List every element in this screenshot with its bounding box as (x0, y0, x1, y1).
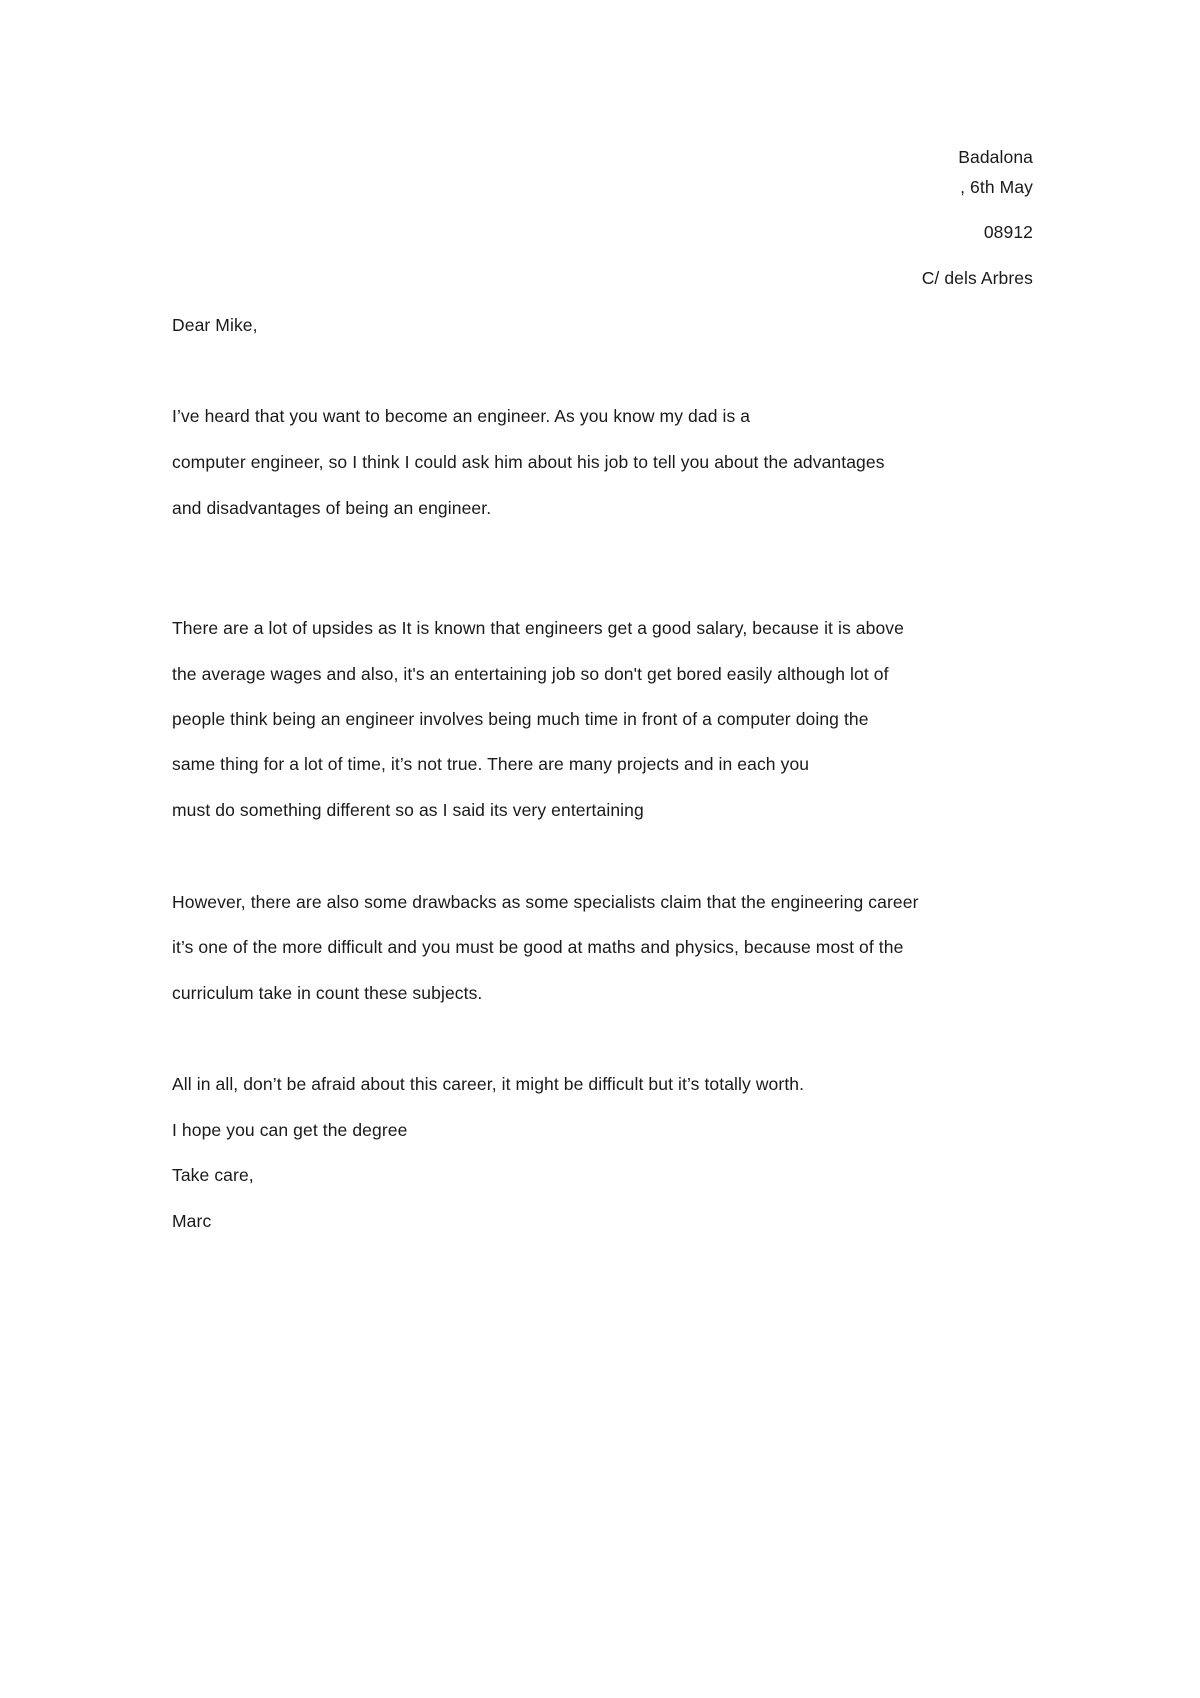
address-city: Badalona (958, 147, 1033, 167)
paragraph-line: There are a lot of upsides as It is known that engineers get a good salary, because it is above (172, 618, 904, 638)
paragraph-line: computer engineer, so I think I could ask him about his job to tell you about the advantages (172, 452, 885, 472)
address-street: C/ dels Arbres (921, 268, 1033, 288)
closing-line: All in all, don’t be afraid about this career, it might be difficult but it’s totally worth. (172, 1074, 805, 1094)
paragraph-line: it’s one of the more difficult and you must be good at maths and physics, because most of the (172, 937, 904, 957)
closing-line: I hope you can get the degree (172, 1120, 408, 1140)
greeting: Dear Mike, (172, 315, 258, 335)
paragraph-line: the average wages and also, it's an entertaining job so don't get bored easily although lot of (172, 664, 889, 684)
address-date: , 6th May (960, 177, 1033, 197)
paragraph-line: must do something different so as I said its very entertaining (172, 800, 644, 820)
paragraph-line: same thing for a lot of time, it’s not true. There are many projects and in each you (172, 754, 810, 774)
paragraph-line: people think being an engineer involves being much time in front of a computer doing the (172, 709, 869, 729)
paragraph-line: I’ve heard that you want to become an engineer. As you know my dad is a (172, 406, 751, 426)
paragraph-line: However, there are also some drawbacks as some specialists claim that the engineering career (172, 892, 919, 912)
address-postcode: 08912 (983, 222, 1033, 242)
paragraph-line: and disadvantages of being an engineer. (172, 498, 492, 518)
signature: Marc (172, 1211, 212, 1231)
signoff: Take care, (172, 1165, 254, 1185)
paragraph-line: curriculum take in count these subjects. (172, 983, 483, 1003)
